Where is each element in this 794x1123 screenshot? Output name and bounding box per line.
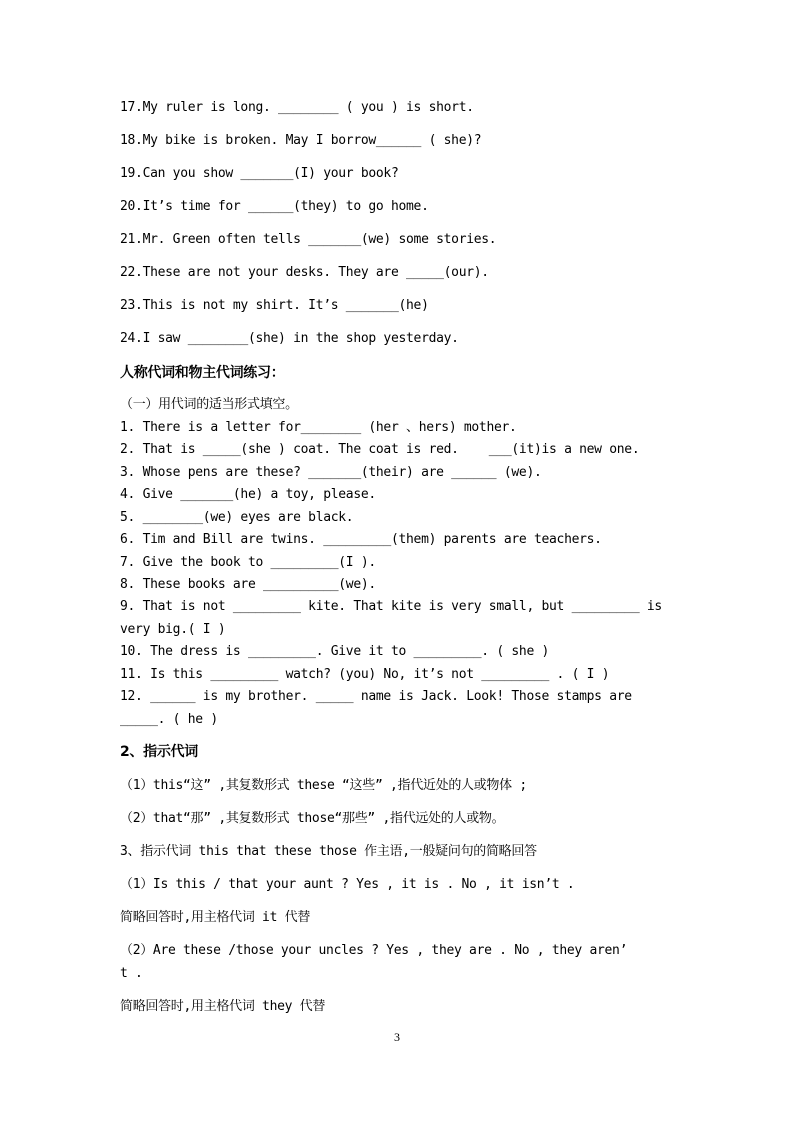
pronoun-exercise-3: 3. Whose pens are these? _______(their) are ______ (we).: [120, 465, 542, 480]
exercise-19: 19.Can you show _______(I) your book?: [120, 166, 399, 181]
pronoun-exercise-8: 8. These books are __________(we).: [120, 577, 376, 592]
exercise-21: 21.Mr. Green often tells _______(we) some stories.: [120, 232, 497, 247]
exercise-18: 18.My bike is broken. May I borrow______ ( she)?: [120, 133, 482, 148]
pronoun-exercise-11: 11. Is this _________ watch? (you) No, it’s not _________ . ( I ): [120, 667, 610, 682]
exercise-23: 23.This is not my shirt. It’s _______(he): [120, 298, 429, 313]
pronoun-exercise-4: 4. Give _______(he) a toy, please.: [120, 487, 376, 502]
pronoun-exercise-5: 5. ________(we) eyes are black.: [120, 510, 354, 525]
exercise-24: 24.I saw ________(she) in the shop yesterday.: [120, 331, 459, 346]
pronoun-exercise-9: 9. That is not _________ kite. That kite is very small, but _________ is: [120, 599, 662, 614]
demonstrative-example-1: （1）Is this / that your aunt ? Yes , it is . No , it isn’t .: [120, 877, 575, 892]
pronoun-exercise-9-cont: very big.( I ): [120, 622, 226, 637]
section-heading-pronouns: 人称代词和物主代词练习：: [120, 365, 285, 381]
exercise-20: 20.It’s time for ______(they) to go home.: [120, 199, 429, 214]
section-heading-demonstratives: 2、指示代词: [120, 744, 198, 760]
subsection-instruction: （一）用代词的适当形式填空。: [120, 397, 298, 412]
demonstrative-note-2: （2）that“那” ,其复数形式 those“那些” ,指代远处的人或物。: [120, 811, 505, 826]
pronoun-exercise-10: 10. The dress is _________. Give it to _________. ( she ): [120, 644, 550, 659]
pronoun-exercise-12: 12. ______ is my brother. _____ name is Jack. Look! Those stamps are: [120, 689, 632, 704]
pronoun-exercise-2: 2. That is _____(she ) coat. The coat is red. ___(it)is a new one.: [120, 442, 640, 457]
pronoun-exercise-6: 6. Tim and Bill are twins. _________(them) parents are teachers.: [120, 532, 602, 547]
demonstrative-example-2: （2）Are these /those your uncles ? Yes , they are . No , they aren’: [120, 943, 628, 958]
pronoun-exercise-12-cont: _____. ( he ): [120, 712, 218, 727]
pronoun-exercise-7: 7. Give the book to _________(I ).: [120, 555, 376, 570]
demonstrative-answer-note-2: 简略回答时,用主格代词 they 代替: [120, 999, 326, 1014]
exercise-22: 22.These are not your desks. They are _____(our).: [120, 265, 489, 280]
pronoun-exercise-1: 1. There is a letter for________ (her 、hers) mother.: [120, 420, 517, 435]
demonstrative-section-3: 3、指示代词 this that these those 作主语,一般疑问句的简略回答: [120, 844, 537, 859]
demonstrative-answer-note-1: 简略回答时,用主格代词 it 代替: [120, 910, 311, 925]
demonstrative-example-2-cont: t .: [120, 966, 143, 981]
page-number: 3: [394, 1030, 400, 1044]
demonstrative-note-1: （1）this“这” ,其复数形式 these “这些” ,指代近处的人或物体 ;: [120, 778, 527, 793]
exercise-17: 17.My ruler is long. ________ ( you ) is short.: [120, 100, 474, 115]
